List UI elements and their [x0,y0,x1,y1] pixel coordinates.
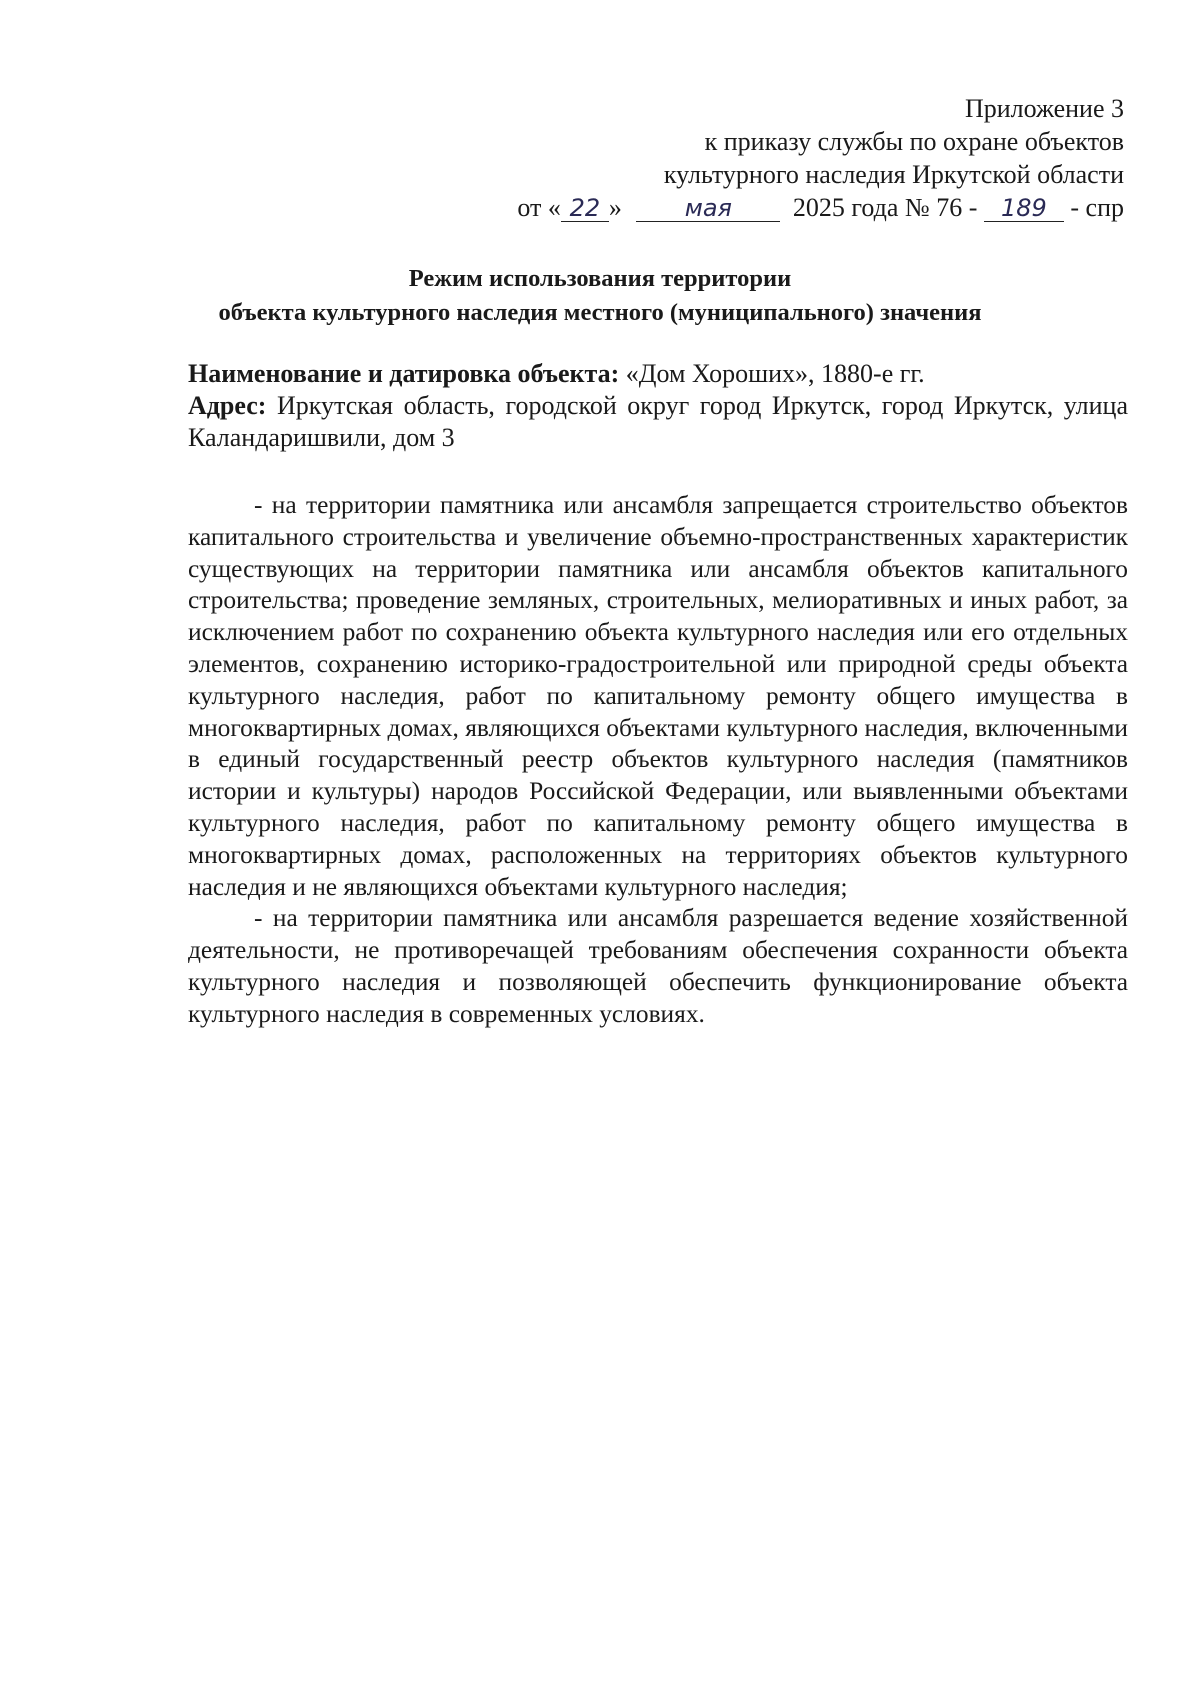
object-details [188,358,1128,454]
date-year-text: 2025 года № 76 - [792,193,978,222]
handwritten-order-number: 189 [984,195,1064,222]
prohibitions-paragraph: - на территории памятника или ансамбля запрещается строительство объектов капитального строительства и увеличение объемно-пространственных характеристик существующих на территории памятника или ансамбля объектов капитального строительства; проведение земляных, строительных, мелиоративных и иных работ, за исключением работ по сохранению объекта культурного наследия или его отдельных элементов, сохранению историко-градостроительной или природной среды объекта культурного наследия, работ по капитальному ремонту общего имущества в многоквартирных домах, являющихся объектами культурного наследия, включенными в единый государственный реестр объектов культурного наследия (памятников истории и культуры) народов Российской Федерации, или выявленными объектами культурного наследия, работ по капитальному ремонту общего имущества в многоквартирных домах, расположенных на территориях объектов культурного наследия и не являющихся объектами культурного наследия; [188,491,1128,901]
appendix-header [517,92,1124,224]
object-address-label: Адрес: [188,391,267,420]
object-name-value: «Дом Хороших», 1880-е гг. [625,359,925,388]
object-address-row [188,390,1128,454]
usage-regime-text [188,490,1128,1031]
handwritten-day: 22 [561,195,609,222]
date-quote-close: » [608,193,622,222]
object-address-value: Иркутская область, городской округ город Иркутск, город Иркутск, улица Каландаришвили, дом 3 [188,391,1129,452]
permissions-paragraph: - на территории памятника или ансамбля разрешается ведение хозяйственной деятельности, не противоречащей требованиям обеспечения сохранности объекта культурного наследия и позволяющей обеспечить функционирование объекта культурного наследия в современных условиях. [188,904,1128,1028]
date-prefix: от « [517,193,561,222]
appendix-order-ref: к приказу службы по охране объектов [704,127,1124,156]
order-date-line [517,191,1124,224]
date-suffix: - спр [1070,193,1124,222]
title-line-2: объекта культурного наследия местного (муниципального) значения [218,299,982,326]
handwritten-month: мая [636,195,780,222]
object-name-label: Наименование и датировка объекта: [188,359,620,388]
document-title [150,262,1050,330]
appendix-number: Приложение 3 [964,94,1124,123]
title-line-1: Режим использования территории [408,265,792,292]
object-name-row [188,358,1128,390]
appendix-authority: культурного наследия Иркутской области [663,160,1124,189]
